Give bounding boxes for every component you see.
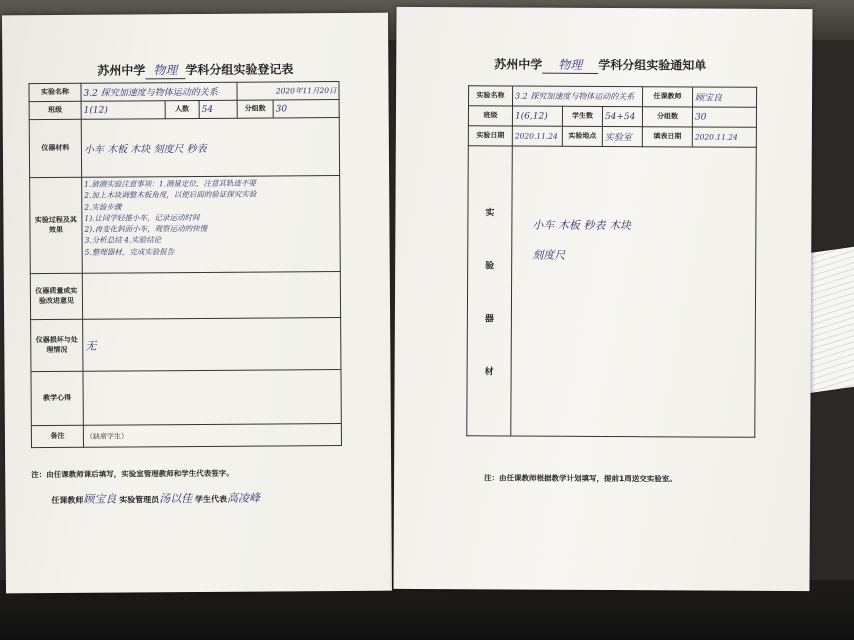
experiment-date-value: 2020年11月20日 <box>275 86 337 96</box>
experiment-name-value: 3.2 探究加速度与物体运动的关系 <box>83 87 218 99</box>
process-notes <box>84 177 338 258</box>
damage-value: 无 <box>85 339 97 353</box>
students-value: 54+54 <box>604 111 636 122</box>
process-line: 2).再变化斜面小车，观察运动的快慢 <box>84 223 208 234</box>
class-label: 班级 <box>468 106 512 126</box>
process-line: 1).让同学轻推小车，记录运动时间 <box>84 212 200 223</box>
groups-label: 分组数 <box>237 100 273 118</box>
admin-sign-label: 实验管理员 <box>119 495 160 505</box>
count-value: 54 <box>201 104 214 115</box>
damage-label: 仪器损坏与处理情况 <box>31 319 83 371</box>
registration-form-title <box>97 60 293 79</box>
registration-table <box>28 81 342 448</box>
form-title-suffix: 学科分组实验登记表 <box>185 62 294 78</box>
notification-form-title <box>494 55 706 74</box>
subject-handwritten: 物理 <box>145 61 185 79</box>
date-value: 2020.11.24 <box>514 131 558 141</box>
equipment-line-2: 刻度尺 <box>532 248 566 262</box>
process-line: 2.实验步骤 <box>84 202 122 212</box>
form-title-suffix: 学科分组实验通知单 <box>598 57 707 73</box>
process-line: 2.加上木块调整木板角度，以便后面的验证探究实验 <box>84 189 257 201</box>
experiment-name-value: 3.2 探究加速度与物体运动的关系 <box>515 91 635 102</box>
fill-date-label: 填表日期 <box>642 127 692 147</box>
student-signature: 高凌峰 <box>226 491 261 505</box>
teacher-label: 任课教师 <box>643 87 693 107</box>
name-label: 实验名称 <box>29 83 81 101</box>
class-label: 班级 <box>29 101 81 119</box>
process-line: 3.分析总结 4.实验结论 <box>84 235 162 246</box>
registration-note: 注：由任课教师课后填写，实验室管理教师和学生代表签字。 <box>31 468 234 480</box>
fill-date-value: 2020.11.24 <box>694 132 738 142</box>
notification-form-sheet <box>393 7 812 591</box>
notification-table <box>466 85 757 438</box>
groups-value: 30 <box>694 111 707 123</box>
name-label: 实验名称 <box>469 86 513 106</box>
class-value: 1(6,12) <box>514 111 548 122</box>
place-value: 实验室 <box>604 133 632 144</box>
remark-value: （缺席学生） <box>85 431 128 441</box>
teacher-value: 顾宝良 <box>695 93 723 104</box>
materials-value: 小车 木板 木块 刻度尺 秒表 <box>83 143 207 156</box>
class-value: 1(12) <box>83 105 108 116</box>
admin-signature: 汤以佳 <box>159 492 193 506</box>
equipment-vertical-label: 实 验 器 材 <box>484 207 495 377</box>
equipment-line-1: 小车 木板 秒表 木块 <box>532 218 631 233</box>
groups-label: 分组数 <box>642 107 692 127</box>
teacher-signature: 顾宝良 <box>83 492 117 506</box>
students-label: 学生数 <box>562 106 602 126</box>
notification-note: 注：由任课教师根据教学计划填写，提前1周送交实验室。 <box>484 473 677 484</box>
registration-form-sheet <box>2 13 392 594</box>
place-label: 实验地点 <box>562 126 602 146</box>
paper-stack <box>808 247 854 393</box>
process-line: 1.猜测实验注意事项：1.测量定位，注意其轨迹不要 <box>84 178 257 189</box>
process-label: 实验过程及其效果 <box>30 177 83 273</box>
reflection-label: 教学心得 <box>31 371 83 425</box>
quality-label: 仪器质量或实验改进意见 <box>30 273 82 319</box>
remark-label: 备注 <box>31 425 83 447</box>
school-name: 苏州中学 <box>494 57 543 72</box>
subject-handwritten: 物理 <box>542 56 598 74</box>
student-sign-label: 学生代表 <box>194 494 227 505</box>
process-line: 5.整理器材，完成实验报告 <box>84 246 175 257</box>
materials-label: 仪器材料 <box>29 119 81 177</box>
date-label: 实验日期 <box>468 126 512 146</box>
teacher-sign-label: 任课教师 <box>51 495 84 506</box>
count-label: 人数 <box>165 100 199 118</box>
school-name: 苏州中学 <box>97 63 146 78</box>
signature-line <box>51 490 260 507</box>
groups-value: 30 <box>275 103 288 114</box>
